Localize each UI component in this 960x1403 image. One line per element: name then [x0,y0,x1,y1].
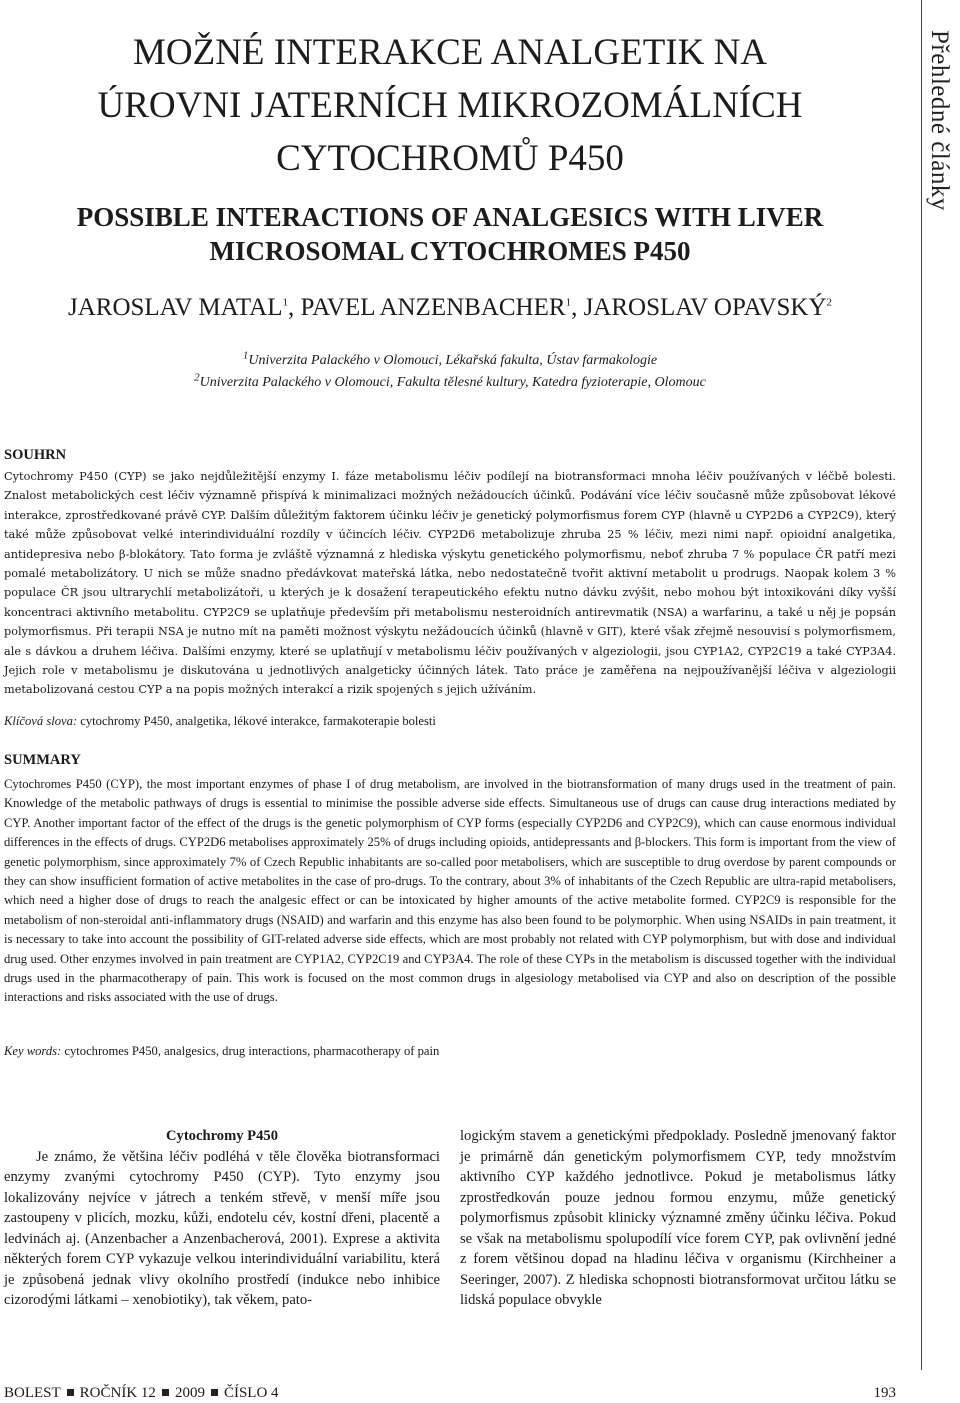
separator-square-icon [162,1389,169,1396]
summary-heading: SUMMARY [4,752,81,768]
year: 2009 [174,1384,205,1401]
keywords-label: Klíčová slova: [4,714,78,728]
volume: ROČNÍK 12 [79,1384,156,1401]
page-footer [4,1383,896,1403]
body-column-right [460,1126,896,1311]
affiliations: $^1$Univerzita Palackého v Olomouci, Lékařská fakulta, Ústav farmakologie $^2$Univerzita Palackého v Olomouci, Fakulta tělesné kultury, Katedra fyzioterapie, Olomouc [194,349,706,390]
subtitle-line: POSSIBLE INTERACTIONS OF ANALGESICS WITH LIVER [76,202,824,232]
keywords-text: cytochromy P450, analgetika, lékové interakce, farmakoterapie bolesti [80,714,436,728]
body-paragraph: Je známo, že většina léčiv podléhá v těle člověka biotransformaci enzymy zvanými cytochromy P450 (CYP). Tyto enzymy jsou lokalizovány nejvíce v játrech a tenkém střevě, v menší míře jsou zastoupeny v plicích, mozku, kůži, endotelu cév, kostní dřeni, placentě a ledvinách aj. (Anzenbacher a Anzenbacherová, 2001). Exprese a aktivita některých forem CYP vykazuje velkou interindividuální variabilitu, která je způsobená jednak vlivy okolního prostředí (indukce nebo inhibice cizorodými látkami – xenobiotiky), tak věkem, pato- [4,1148,440,1308]
author-affiliation-mark: 2 [826,296,832,309]
souhrn-text: Cytochromy P450 (CYP) se jako nejdůležitější enzymy I. fáze metabolismu léčiv podílejí na biotransformaci mnoha léčiv používaných v léčbě bolesti. Znalost metabolických cest léčiv významně přispívá k minimalizaci možných nežádoucích účinků. Podávání více léčiv současně může způsobovat lékové interakce, zprostředkované právě CYP. Dalším důležitým faktorem účinku léčiv je genetický polymorfismus forem CYP (hlavně u CYP2D6 a CYP2C9), který také může způsobovat velké interindividuální rozdíly v účincích léčiv. CYP2D6 metabolizuje zhruba 25 % léčiv, mezi nimi např. opioidní analgetika, antidepresiva nebo β-blokátory. Tato forma je zvláště významná z hlediska výskytu genetického polymorfismu, neboť zhruba 7 % populace ČR patří mezi pomalé metabolizátory. U nich se může snadno předávkovat mateřská látka, nebo nedostatečně tvořit aktivní metabolit u prodrugs. Naopak kolem 3 % populace ČR jsou ultrarychlí metabolizátoři, u kterých je k dosažení terapeutického efektu nutno dávku zvýšit, nebo mohou být intoxikováni díky vyšší koncentraci aktivního metabolitu. CYP2C9 se uplatňuje především při metabolismu nesteroidních antirevmatik (NSA) a warfarinu, a také u něj je popsán polymorfismus. Při terapii NSA je nutno mít na paměti možnost výskytu nežádoucích účinků (hlavně v GIT), které však zřejmě nesouvisí s polymorfismem, ale s dávkou a druhem léčiva. Dalšími enzymy, které se uplatňují v metabolismu léčiv používaných v algeziologii, jsou CYP1A2, CYP2C19 a také CYP3A4. Jejich role v metabolismu je diskutována u jednotlivých analgeticky účinných látek. Tato práce je zaměřena na nejpoužívanější léčiva v algeziologii metabolizovaná cestou CYP a na popis možných interakcí a rizik spojených s jejich užíváním. [4,470,896,697]
author-name: JAROSLAV OPAVSKÝ [583,294,827,321]
page-number: 193 [873,1384,896,1401]
separator-square-icon [67,1389,74,1396]
journal-info [4,1385,279,1402]
section-heading: Cytochromy P450 [165,1128,278,1144]
author-affiliation-mark: 1 [565,296,572,309]
section-side-label: Přehledné články [926,29,953,211]
author-name: PAVEL ANZENBACHER [300,294,566,321]
author-name: JAROSLAV MATAL [67,294,283,321]
keywords-label: Key words: [4,1044,62,1058]
issue: ČÍSLO 4 [223,1384,279,1401]
summary-text: Cytochromes P450 (CYP), the most important enzymes of phase I of drug metabolism, are involved in the biotransformation of many drugs used in the treatment of pain. Knowledge of the metabolic pathways of drugs is essential to minimise the possible adverse side effects. Simultaneous use of drugs can cause drug interactions mediated by CYP. Another important factor of the effect of the drugs is the genetic polymorphism of CYP forms (especially CYP2D6 and CYP2C9), which can cause enormous individual differences in the effects of drugs. CYP2D6 metabolises approximately 25% of drugs including opioids, antidepressants and β-blockers. This form is important from the view of genetic polymorphism, since approximately 7% of Czech Republic inhabitants are so-called poor metabolisers, which are susceptible to drug overdose by parent compounds or they can show insufficient formation of active metabolites in the case of pro-drugs. To the contrary, about 3% of inhabitants of the Czech Republic are ultra-rapid metabolisers, which need a higher dose of drugs to reach the analgesic effect or can be intoxicated by higher amounts of the active metabolite formed. CYP2C9 is responsible for the metabolism of non-steroidal anti-inflammatory drugs (NSAID) and warfarin and this enzyme has also been found to be polymorphic. When using NSAIDs in pain treatment, it is necessary to take into account the possibility of GIT-related adverse side effects, which are most probably not related with CYP polymorphism, but with dose and individual drug used. Other enzymes involved in pain treatment are CYP1A2, CYP2C19 and CYP3A4. The role of these CYPs in the metabolism is discussed together with the individual drugs used in the pharmacotherapy of pain. This work is focused on the most common drugs in algesiology metabolised via CYP and also on description of the possible interactions and risks associated with the use of drugs. [4,777,896,1005]
journal-name: BOLEST [4,1384,61,1401]
body-column-left [4,1126,440,1311]
article-subtitle [0,200,900,268]
title-line: CYTOCHROMŮ P450 [276,138,624,179]
title-line: MOŽNÉ INTERAKCE ANALGETIK NA [132,32,768,73]
keywords-text: cytochromes P450, analgesics, drug interactions, pharmacotherapy of pain [64,1044,440,1058]
body-paragraph: logickým stavem a genetickými předpoklady. Posledně jmenovaný faktor je primárně dán genetickým polymorfismem CYP, tedy množstvím aktivního CYP každého jednotlivce. Pokud je metabolismus látky zprostředkován pouze jednou formou enzymu, může genetický polymorfismus způsobit klinicky významné změny účinku léčiva. Pokud se však na metabolismu spolupodílí více forem CYP, pak ovlivnění jedné z forem většinou dopad na hladinu léčiva v organismu (Kirchheiner a Seeringer, 2007). Z hlediska schopnosti biotransformovat určitou látku se lidská populace obvykle [460,1128,896,1308]
affiliation-text: Univerzita Palackého v Olomouci, Lékařská fakulta, Ústav farmakologie [248,353,658,368]
author-affiliation-mark: 1 [282,296,288,309]
author-list: JAROSLAV MATAL$^1$, PAVEL ANZENBACHER$^1$, JAROSLAV OPAVSKÝ$^2$ [67,294,832,321]
affiliation-text: Univerzita Palackého v Olomouci, Fakulta tělesné kultury, Katedra fyzioterapie, Olomouc [199,375,706,390]
souhrn-heading: SOUHRN [4,447,67,463]
summary-keywords [4,1042,439,1060]
souhrn-keywords [4,712,436,730]
title-line: ÚROVNI JATERNÍCH MIKROZOMÁLNÍCH [97,85,803,126]
separator-square-icon [211,1389,218,1396]
subtitle-line: MICROSOMAL CYTOCHROMES P450 [209,236,691,266]
article-title [0,26,900,185]
